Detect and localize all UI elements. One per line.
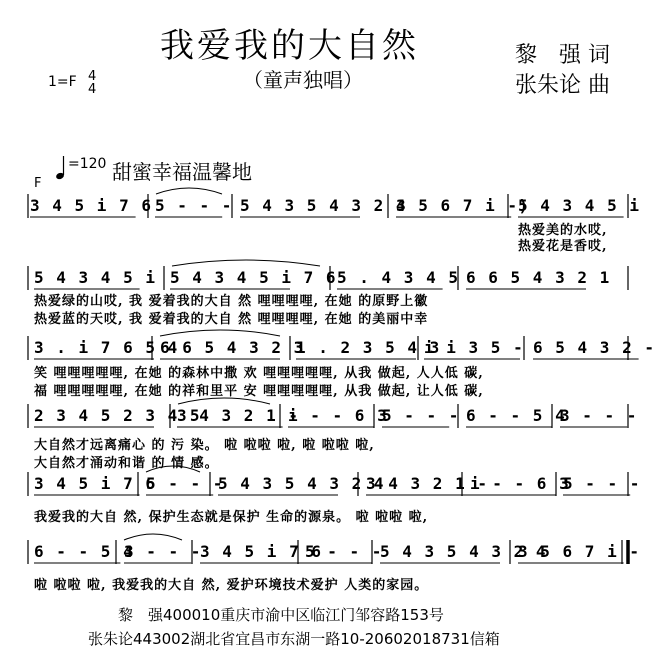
measure-notes: 6 6 5 4 3 2 1: [466, 268, 611, 287]
slur: [124, 534, 182, 540]
measure-notes: 5 - - -: [563, 474, 641, 493]
measure-notes: 3 4 3 2 1 -: [366, 474, 489, 493]
measure-notes: 6 - - 5 4: [466, 406, 567, 425]
measure-notes: 5 4 3 4 5 i: [34, 268, 157, 287]
measure-notes: i - - 6 3: [470, 474, 571, 493]
measure-notes: i i 3 5 -: [424, 338, 525, 357]
lyric-line: 大自然才远离痛心 的 污 染。 啦 啦啦 啦, 啦 啦啦 啦,: [34, 438, 375, 453]
measure-notes: i - - 6 3: [288, 406, 389, 425]
measure-notes: 3 4 3 2 1 -: [177, 406, 300, 425]
measure-notes: 3 . i 7 6 5 4: [34, 338, 179, 357]
measure-notes: 3 5 6 7 i -: [518, 542, 641, 561]
measure-notes: 6 - - 5 4: [34, 542, 135, 561]
measure-notes: 1 . 2 3 5 4 3: [296, 338, 441, 357]
measure-notes: 3 4 5 i 7 6: [30, 196, 153, 215]
expression-marking: 甜蜜幸福温馨地: [112, 160, 252, 184]
tempo-marking: =120: [68, 156, 107, 172]
footer-address-lyricist: 黎 强400010重庆市渝中区临江门邹容路153号: [118, 606, 444, 624]
measure-notes: 5 - - -: [146, 474, 224, 493]
dynamic-marking: F: [34, 176, 42, 191]
measure-notes: 3 5 6 7 i -): [396, 196, 530, 215]
measure-notes: 5 4 3 5 4 3 2 4: [240, 196, 407, 215]
measure-notes: 3 4 5 i 7 6: [34, 474, 157, 493]
measure-notes: 3 - - -: [124, 542, 202, 561]
time-bottom: 4: [88, 82, 97, 97]
lyric-line: 热爱蓝的天哎, 我 爱着我的大自 然 哩哩哩哩, 在她 的美丽中幸: [34, 312, 429, 327]
lyric-line: 热爱花是香哎,: [518, 239, 608, 254]
lyric-line: 热爱绿的山哎, 我 爱着我的大自 然 哩哩哩哩, 在她 的原野上徽: [34, 294, 429, 309]
slur: [172, 260, 320, 266]
measure-notes: 2 3 4 5 2 3 4 5: [34, 406, 201, 425]
measure-notes: 6 5 4 3 2 -: [533, 338, 656, 357]
lyric-line: 福 哩哩哩哩哩, 在她 的祥和里平 安 哩哩哩哩哩, 从我 做起, 让人低 碳,: [34, 384, 484, 399]
measure-notes: 5 . 4 3 4 5: [337, 268, 460, 287]
slur: [156, 188, 222, 194]
time-top: 4: [88, 69, 97, 84]
key-signature: 1=F: [48, 74, 77, 90]
measure-notes: 5 - - -: [382, 406, 460, 425]
measure-notes: 5 - - -: [155, 196, 233, 215]
quarter-note-icon: [55, 156, 65, 180]
lyricist-credit: 黎 强 词: [515, 43, 610, 68]
lyric-line: 大自然才涌动和谐 的 情 感。: [34, 456, 219, 471]
song-title: 我爱我的大自然: [160, 26, 419, 66]
measure-notes: 5 4 3 4 5 i: [518, 196, 641, 215]
footer-address-composer: 张朱论443002湖北省宜昌市东湖一路10-20602018731信箱: [88, 630, 500, 648]
lyric-line: 笑 哩哩哩哩哩, 在她 的森林中撒 欢 哩哩哩哩哩, 从我 做起, 人人低 碳,: [34, 366, 484, 381]
lyric-line: 啦 啦啦 啦, 我爱我的大自 然, 爱护环境技术爱护 人类的家园。: [34, 578, 429, 593]
measure-notes: 5 4 3 4 5 i 7 6: [170, 268, 337, 287]
measure-notes: 3 - - -: [560, 406, 638, 425]
lyric-line: 我爱我的大自 然, 保护生态就是保护 生命的源泉。 啦 啦啦 啦,: [34, 510, 429, 525]
slur: [160, 330, 280, 336]
measure-notes: 5 4 3 5 4 3 2 4: [380, 542, 547, 561]
measure-notes: 3 4 5 i 7 6: [200, 542, 323, 561]
measure-notes: 5 4 3 5 4 3 2 4: [218, 474, 385, 493]
measure-notes: 5 - - -: [305, 542, 383, 561]
lyric-line: 热爱美的水哎,: [518, 223, 608, 238]
song-subtitle: （童声独唱）: [243, 68, 363, 92]
measure-notes: 6 6 5 4 3 2 3: [160, 338, 305, 357]
composer-credit: 张朱论 曲: [515, 73, 610, 98]
